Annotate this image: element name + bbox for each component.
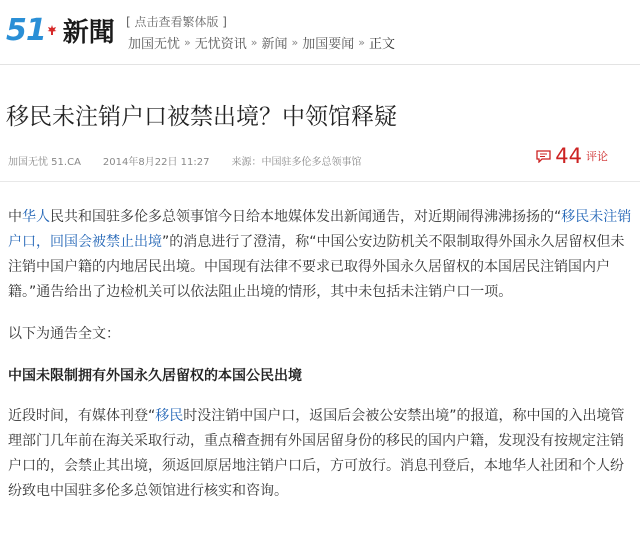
link-chinese[interactable]: 华人 [22,209,50,225]
breadcrumb [128,33,395,52]
breadcrumb-news-info[interactable]: 无忧资讯 [194,37,247,52]
breadcrumb-separator: » [184,36,191,49]
section-heading: 中国未限制拥有外国永久居留权的本国公民出境 [8,368,302,384]
article-source: 加国无忧 51.CA [8,157,81,168]
maple-leaf-icon [47,25,57,35]
link-immigration[interactable]: 移民 [155,408,184,424]
site-header [0,0,640,64]
comment-icon [536,150,551,163]
article-date: 2014年8月22日 11:27 [102,157,210,168]
site-logo[interactable] [6,12,115,48]
paragraph-3 [8,404,634,504]
article-origin: 来源：中国驻多伦多总领事馆 [231,157,362,168]
logo-number: 51 [6,12,46,48]
paragraph-2: 以下为通告全文： [8,326,120,342]
paragraph-1 [8,205,634,305]
comments-link[interactable] [536,146,608,167]
article-title: 移民未注销户口被禁出境？中领馆释疑 [6,104,397,130]
text: 民共和国驻多伦多总领事馆今日给本地媒体发出新闻通告，对近期闹得沸沸扬扬的“ [50,209,562,225]
breadcrumb-current: 正文 [369,37,396,52]
breadcrumb-news[interactable]: 新闻 [261,37,288,52]
text: 时没注销中国户口，返国后会被公安禁出境”的报道，称中国的入出境管理部门几年前在海关采取行动，重点稽查拥有外国居留身份的移民的国内户籍，发现没有按规定注销户口的，会禁止其出境，须返回原居地注销户口后，方可放行。消息刊登后，本地华人社团和个人纷纷致电中国驻多伦多总领馆进行核实和咨询。 [8,408,625,499]
article-body [8,205,634,521]
logo-text: 新聞 [62,17,115,48]
comment-count: 44 [555,144,582,168]
header-divider [0,64,640,65]
breadcrumb-separator: » [250,36,258,49]
breadcrumb-canada-news[interactable]: 加国要闻 [302,37,355,52]
traditional-chinese-link[interactable]: [ 点击查看繁体版 ] [126,15,227,29]
breadcrumb-separator: » [291,36,299,49]
comment-label: 评论 [586,150,608,163]
text: 中 [8,209,22,225]
text: ”的消息进行了澄清，称“中国公安边防机关不限制取得外国永久居留权但未注销中国户籍的内地居民出境。中国现有法律不要求已取得外国永久居留权的本国居民注销国内户籍。”通告给出了边检机关可以依法阻止出境的情形，其中未包括未注销户口一项。 [8,234,625,300]
article-meta [8,153,361,168]
breadcrumb-separator: » [358,36,365,49]
breadcrumb-home[interactable]: 加国无忧 [128,37,181,52]
text: 近段时间，有媒体刊登“ [8,408,156,424]
link-news-topic[interactable]: 移民未注销户口，回国会被禁止出境 [8,209,632,250]
meta-divider [0,181,640,182]
